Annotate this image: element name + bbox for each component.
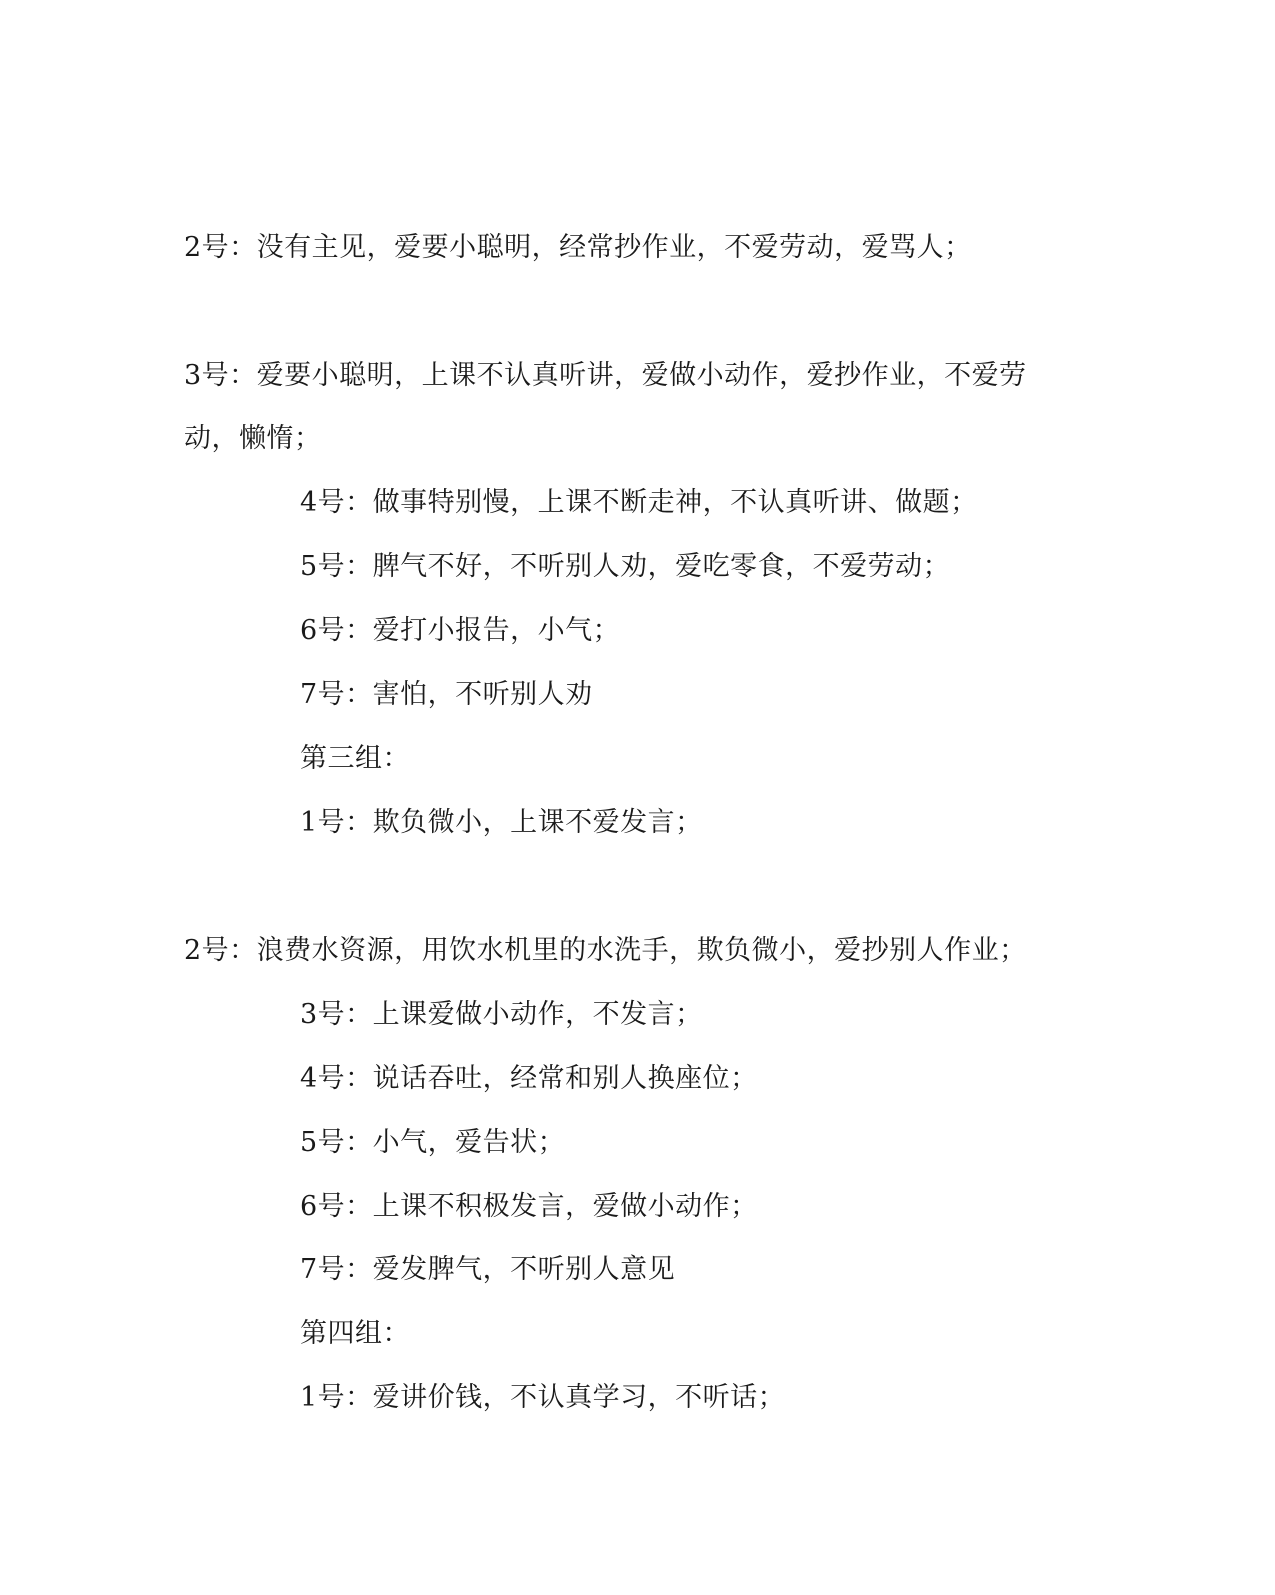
text-line: 动，懒惰； <box>184 423 322 454</box>
text-line: 3号：上课爱做小动作，不发言； <box>300 999 703 1030</box>
text-line: 3号：爱要小聪明，上课不认真听讲，爱做小动作，爱抄作业，不爱劳 <box>184 360 1027 391</box>
text-line: 7号：害怕，不听别人劝 <box>300 679 593 710</box>
text-line: 1号：欺负微小，上课不爱发言； <box>300 807 703 838</box>
text-line: 4号：做事特别慢，上课不断走神，不认真听讲、做题； <box>300 487 978 518</box>
text-line: 6号：上课不积极发言，爱做小动作； <box>300 1191 758 1222</box>
text-line: 4号：说话吞吐，经常和别人换座位； <box>300 1063 758 1094</box>
section-heading: 第四组： <box>300 1318 410 1349</box>
text-line: 1号：爱讲价钱，不认真学习，不听话； <box>300 1382 786 1413</box>
text-line: 2号：没有主见，爱要小聪明，经常抄作业，不爱劳动，爱骂人； <box>184 232 972 263</box>
text-line: 5号：脾气不好，不听别人劝，爱吃零食，不爱劳动； <box>300 551 951 582</box>
text-line: 6号：爱打小报告，小气； <box>300 615 621 646</box>
text-line: 2号：浪费水资源，用饮水机里的水洗手，欺负微小，爱抄别人作业； <box>184 935 1027 966</box>
text-line: 7号：爱发脾气，不听别人意见 <box>300 1254 676 1285</box>
text-line: 5号：小气，爱告状； <box>300 1127 566 1158</box>
section-heading: 第三组： <box>300 743 410 774</box>
